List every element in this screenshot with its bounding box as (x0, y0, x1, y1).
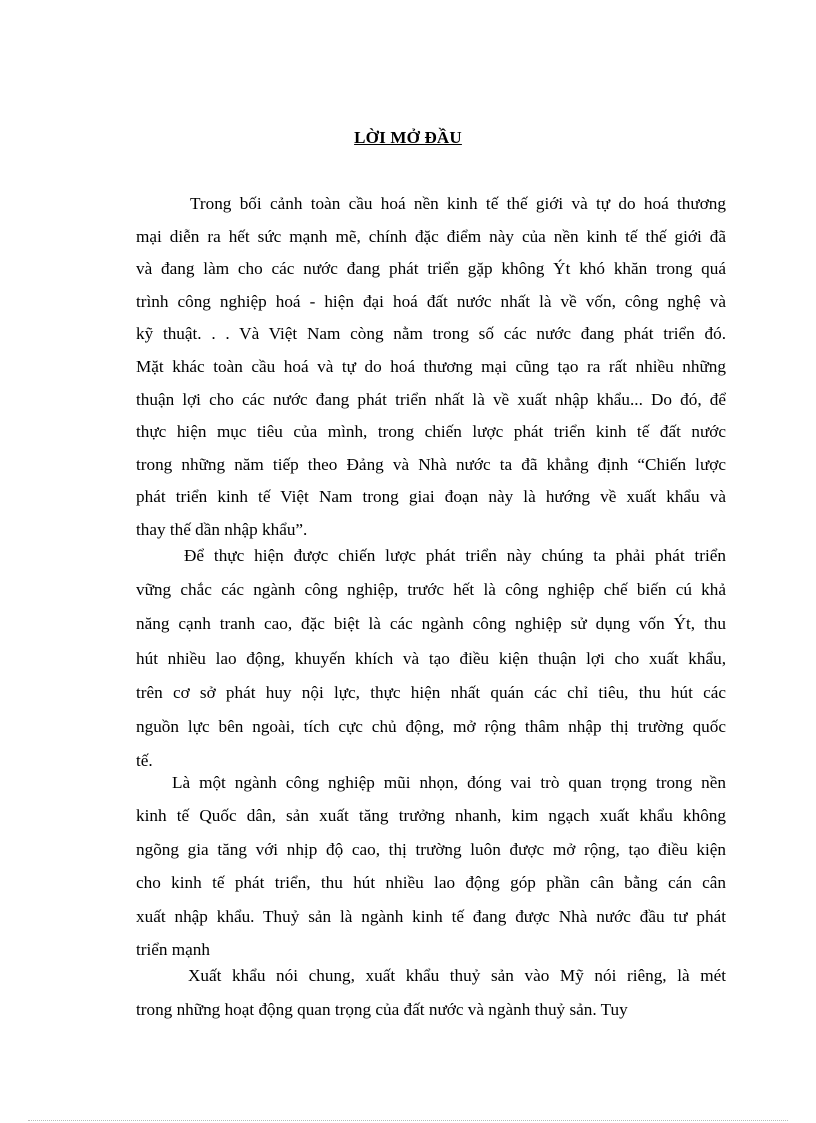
paragraph-line: tế. (136, 751, 153, 770)
paragraph-line: Mặt khác toàn cầu hoá và tự do hoá thương mại cũng tạo ra rất nhiều những (136, 357, 726, 376)
paragraph-line: thay thế dần nhập khẩu”. (136, 520, 308, 539)
paragraph-line: vững chắc các ngành công nghiệp, trước hết là công nghiệp chế biến cú khả (136, 580, 726, 599)
paragraph-line: ngõng gia tăng với nhịp độ cao, thị trường luôn được mở rộng, tạo điều kiện (136, 840, 726, 859)
paragraph-line: trong những năm tiếp theo Đảng và Nhà nước ta đã khẳng định “Chiến lược (136, 455, 726, 474)
paragraph-line: hút nhiều lao động, khuyến khích và tạo điều kiện thuận lợi cho xuất khẩu, (136, 649, 726, 668)
paragraph-line: Là một ngành công nghiệp mũi nhọn, đóng vai trò quan trọng trong nền (172, 773, 726, 792)
paragraph-line: trình công nghiệp hoá - hiện đại hoá đất nước nhất là về vốn, công nghệ và (136, 292, 726, 311)
document-title: LỜI MỞ ĐẦU (354, 128, 462, 147)
paragraph-line: thuận lợi cho các nước đang phát triển nhất là về xuất nhập khẩu... Do đó, để (136, 390, 726, 409)
paragraph-line: phát triển kinh tế Việt Nam trong giai đoạn này là hướng về xuất khẩu và (136, 487, 726, 506)
paragraph-line: và đang làm cho các nước đang phát triển gặp không Ýt khó khăn trong quá (136, 259, 726, 278)
paragraph-line: Trong bối cảnh toàn cầu hoá nền kinh tế thế giới và tự do hoá thương (190, 194, 726, 213)
paragraph-line: mại diễn ra hết sức mạnh mẽ, chính đặc điểm này của nền kinh tế thế giới đã (136, 227, 726, 246)
paragraph-line: thực hiện mục tiêu của mình, trong chiến lược phát triển kinh tế đất nước (136, 422, 726, 441)
paragraph-line: trên cơ sở phát huy nội lực, thực hiện nhất quán các chỉ tiêu, thu hút các (136, 683, 726, 702)
paragraph-line: trong những hoạt động quan trọng của đất nước và ngành thuỷ sản. Tuy (136, 1000, 628, 1019)
paragraph-line: Xuất khẩu nói chung, xuất khẩu thuỷ sản vào Mỹ nói riêng, là mét (188, 966, 726, 985)
paragraph-line: xuất nhập khẩu. Thuỷ sản là ngành kinh tế đang được Nhà nước đầu tư phát (136, 907, 726, 926)
paragraph-line: kỹ thuật. . . Và Việt Nam còng nằm trong số các nước đang phát triển đó. (136, 324, 726, 343)
paragraph-line: cho kinh tế phát triển, thu hút nhiều lao động góp phần cân bằng cán cân (136, 873, 726, 892)
paragraph-line: nguồn lực bên ngoài, tích cực chủ động, mở rộng thâm nhập thị trường quốc (136, 717, 726, 736)
paragraph-line: Để thực hiện được chiến lược phát triển này chúng ta phải phát triển (184, 546, 726, 565)
paragraph-line: kinh tế Quốc dân, sản xuất tăng trưởng nhanh, kim ngạch xuất khẩu không (136, 806, 726, 825)
page-bottom-divider (28, 1120, 788, 1121)
paragraph-line: năng cạnh tranh cao, đặc biệt là các ngành công nghiệp sử dụng vốn Ýt, thu (136, 614, 726, 633)
paragraph-line: triển mạnh (136, 940, 210, 959)
